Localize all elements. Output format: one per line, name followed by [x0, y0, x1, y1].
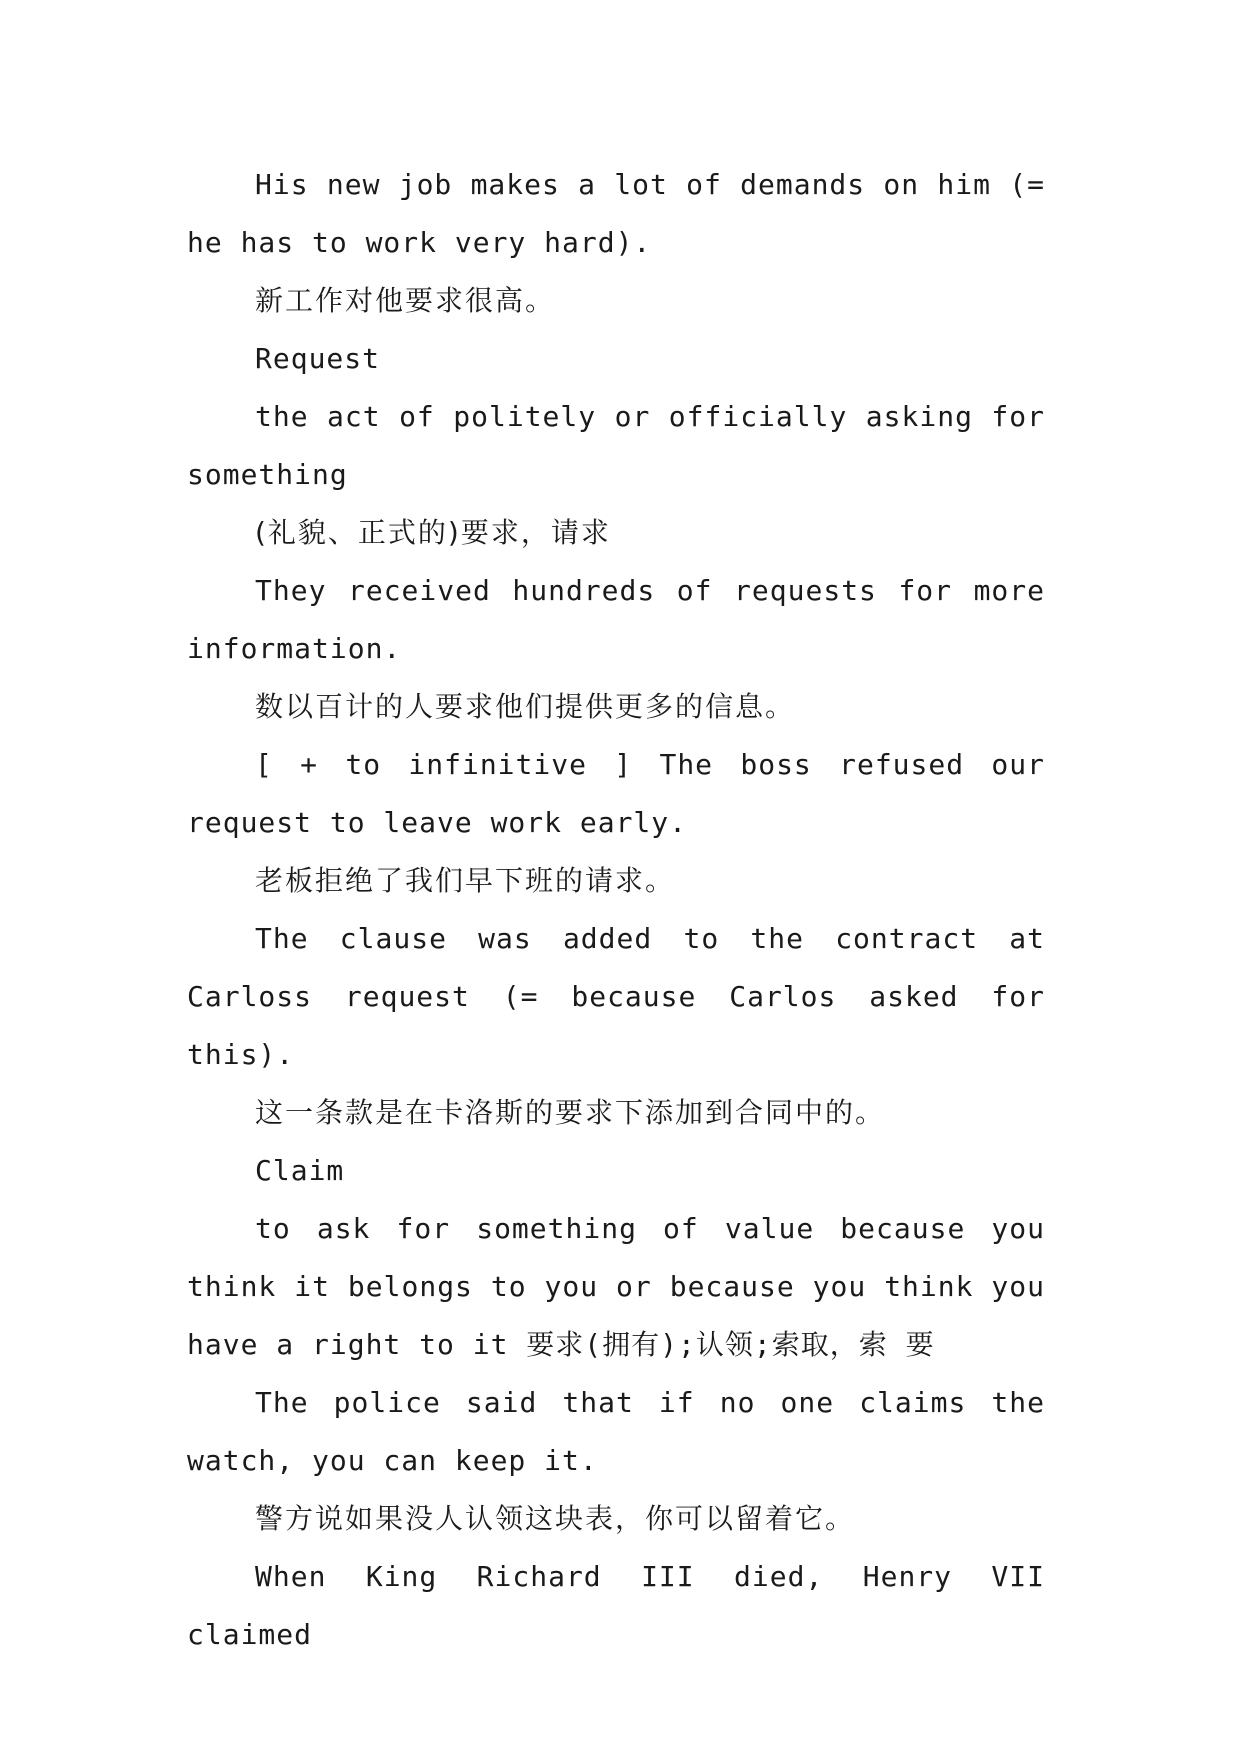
translation-request-definition: (礼貌、正式的)要求，请求 [255, 516, 611, 549]
example-sentence-requests-information: They received hundreds of requests for more information. [187, 574, 1045, 665]
document-body [187, 156, 1045, 1664]
translation-demands: 新工作对他要求很高。 [255, 284, 556, 317]
definition-claim: to ask for something of value because you think it belongs to you or because you think you have a right to it 要求(拥有);认领;索取，索 要 [187, 1212, 1045, 1361]
translation-clause: 这一条款是在卡洛斯的要求下添加到合同中的。 [255, 1096, 886, 1129]
definition-request: the act of politely or officially asking for something [187, 400, 1045, 491]
term-heading-claim: Claim [255, 1154, 345, 1187]
example-sentence-clause: The clause was added to the contract at Carloss request (= because Carlos asked for this). [187, 922, 1045, 1071]
term-heading-request: Request [255, 342, 381, 375]
example-sentence-police-watch: The police said that if no one claims the watch, you can keep it. [187, 1386, 1045, 1477]
example-sentence-boss-refused: [ + to infinitive ] The boss refused our request to leave work early. [187, 748, 1045, 839]
translation-boss-refused: 老板拒绝了我们早下班的请求。 [255, 864, 676, 897]
example-sentence-demands: His new job makes a lot of demands on him (= he has to work very hard). [187, 168, 1045, 259]
translation-requests-information: 数以百计的人要求他们提供更多的信息。 [255, 690, 796, 723]
example-sentence-king-richard: When King Richard III died, Henry VII claimed [187, 1560, 1045, 1651]
translation-police-watch: 警方说如果没人认领这块表，你可以留着它。 [255, 1502, 856, 1535]
